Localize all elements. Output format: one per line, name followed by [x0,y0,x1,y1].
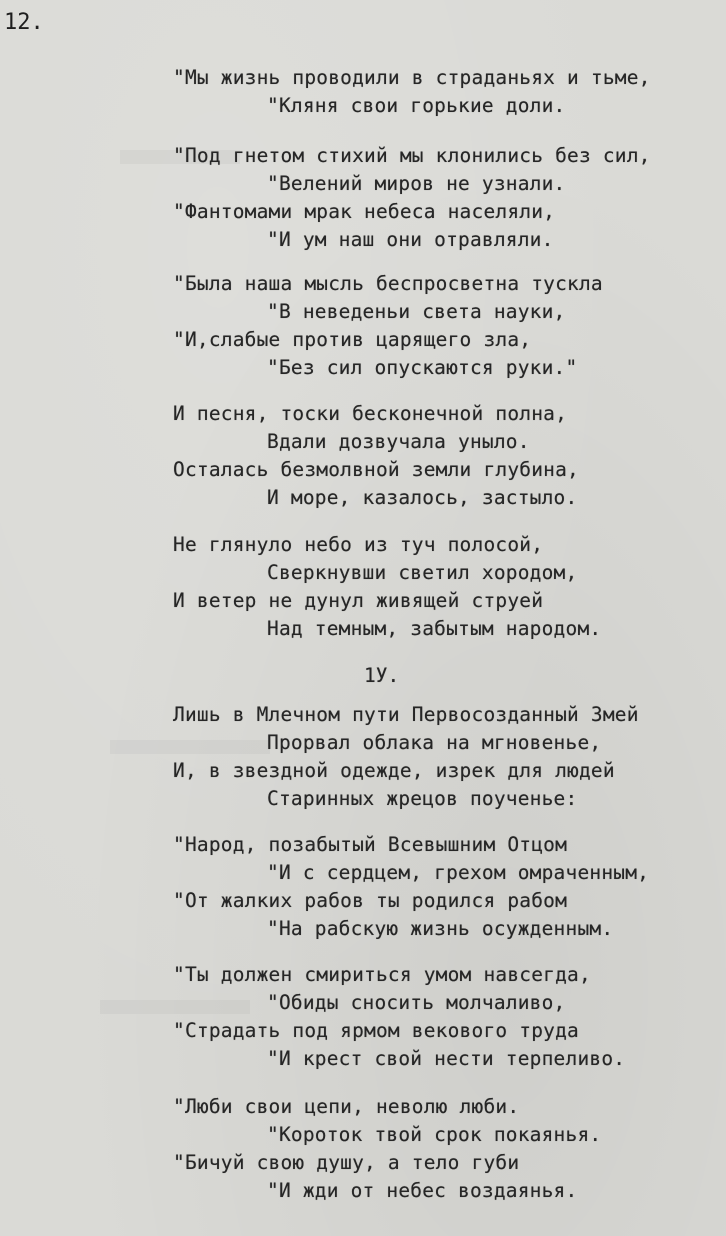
poem-line: "И ум наш они отравляли. [267,228,554,251]
page-number: 12. [4,10,44,35]
poem-line: Прорвал облака на мгновенье, [267,731,602,754]
poem-line: "Фантомами мрак небеса населяли, [173,200,556,223]
poem-line: "Кляня свои горькие доли. [267,94,566,117]
poem-line: И ветер не дунул живящей струей [173,589,544,612]
poem-line: Не глянуло небо из туч полосой, [173,533,544,556]
poem-line: "Обиды сносить молчаливо, [267,991,566,1014]
poem-line: "И жди от небес воздаянья. [267,1179,578,1202]
poem-line: Над темным, забытым народом. [267,617,602,640]
poem-line: "От жалких рабов ты родился рабом [173,889,568,912]
poem-line: "Велений миров не узнали. [267,172,566,195]
poem-line: "Была наша мысль беспросветна тускла [173,272,603,295]
poem-line: "Народ, позабытый Всевышним Отцом [173,833,568,856]
poem-line: Осталась безмолвной земли глубина, [173,458,579,481]
poem-line: "В неведеньи света науки, [267,300,566,323]
poem-line: "Под гнетом стихий мы клонились без сил, [173,144,651,167]
poem-line: "И,слабые против царящего зла, [173,328,532,351]
poem-line: И море, казалось, застыло. [267,486,578,509]
section-heading: 1У. [364,664,400,687]
poem-line: "Мы жизнь проводили в страданьях и тьме, [173,66,651,89]
poem-line: Сверкнувши светил хородом, [267,561,578,584]
poem-line: И, в звездной одежде, изрек для людей [173,759,615,782]
poem-line: Вдали дозвучала уныло. [267,430,530,453]
poem-line: "Короток твой срок покаянья. [267,1123,602,1146]
poem-line: "Ты должен смириться умом навсегда, [173,963,591,986]
poem-line: "И с сердцем, грехом омраченным, [267,861,650,884]
poem-line: "Бичуй свою душу, а тело губи [173,1151,520,1174]
bleed-through-stain [110,740,270,754]
bleed-through-stain [100,1000,250,1014]
poem-line: "На рабскую жизнь осужденным. [267,917,614,940]
poem-line: Старинных жрецов поученье: [267,787,578,810]
poem-line: "Без сил опускаются руки." [267,356,578,379]
poem-line: "И крест свой нести терпеливо. [267,1047,626,1070]
poem-line: "Люби свои цепи, неволю люби. [173,1095,520,1118]
poem-line: "Страдать под ярмом векового труда [173,1019,579,1042]
poem-line: И песня, тоски бесконечной полна, [173,402,568,425]
poem-line: Лишь в Млечном пути Первосозданный Змей [173,703,639,726]
